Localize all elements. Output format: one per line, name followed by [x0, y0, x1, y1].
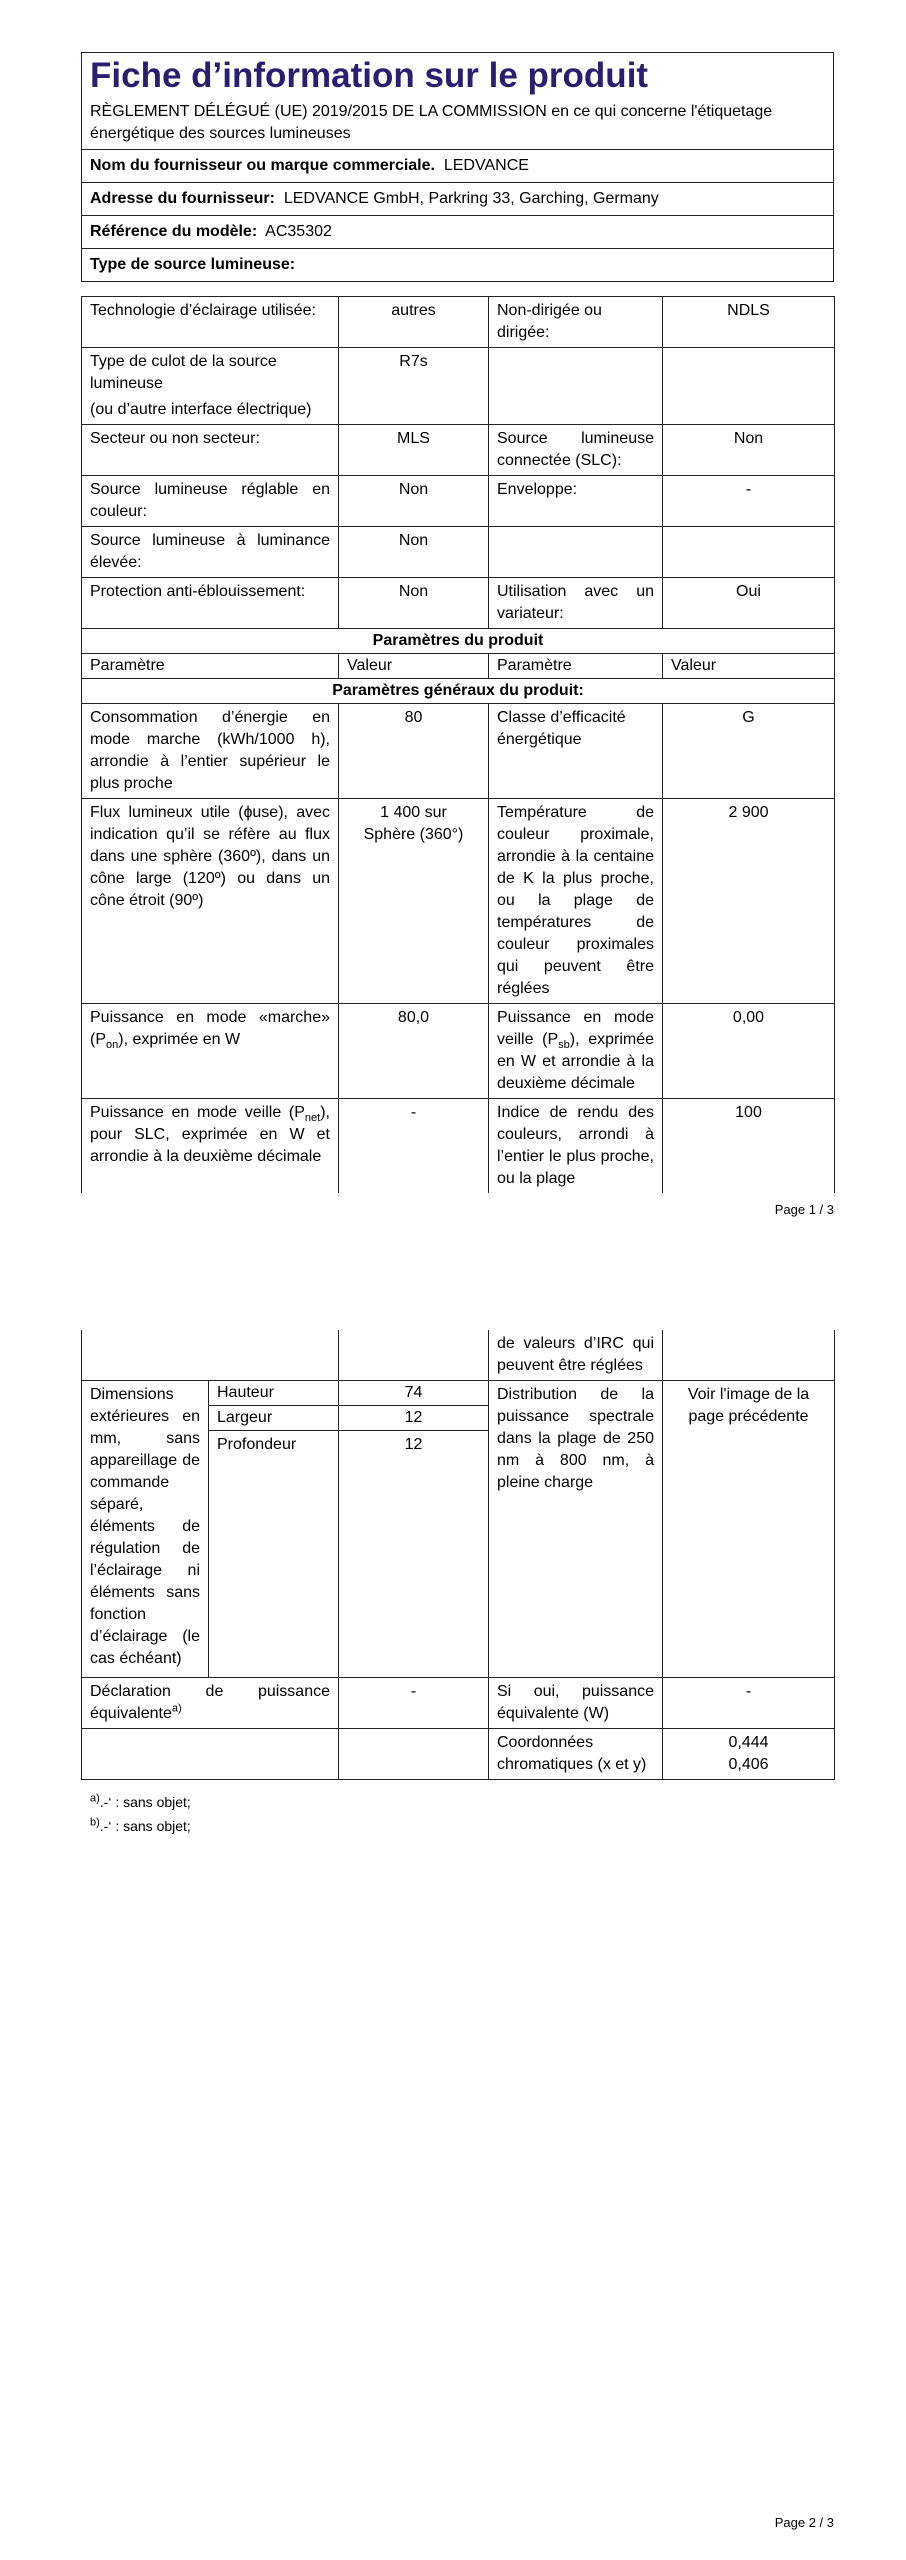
product-table — [81, 296, 835, 1193]
model-label: Référence du modèle: — [90, 223, 258, 240]
supplier-row — [82, 149, 833, 182]
flux-value: 1 400 sur — [380, 804, 447, 821]
class-value: G — [663, 704, 835, 799]
header-box — [81, 52, 834, 282]
footnote-a — [90, 1790, 191, 1814]
pon-label-text: Puissance en mode «marche» (P — [90, 1009, 330, 1048]
width-label: Largeur — [209, 1406, 339, 1431]
cap-label: Type de culot de la source lumineuse — [90, 353, 277, 392]
empty-cell — [663, 527, 835, 578]
chroma-value-cell — [663, 1729, 835, 1780]
cct-label: Température de couleur proximale, arrondie à la centaine de K la plus proche, ou la plage de températures de couleur proximales qui peuvent être réglées — [489, 799, 663, 1004]
spd-value: Voir l'image de la page précédente — [663, 1381, 835, 1678]
model-value: AC35302 — [265, 223, 332, 240]
footnote-b — [90, 1814, 191, 1838]
class-label: Classe d’efficacité énergétique — [489, 704, 663, 799]
empty-cell — [82, 1729, 339, 1780]
footnote-a-mark: a) — [90, 1792, 100, 1805]
empty-cell — [663, 1330, 835, 1381]
general-params-header: Paramètres généraux du produit: — [82, 679, 835, 704]
table-row — [82, 1678, 835, 1729]
high-luminance-label: Source lumineuse à luminance élevée: — [82, 527, 339, 578]
psb-sub: sb — [558, 1039, 570, 1052]
dimmer-label: Utilisation avec un variateur: — [489, 578, 663, 629]
pnet-value: - — [339, 1099, 489, 1194]
empty-cell — [82, 1330, 339, 1381]
table-row — [82, 1381, 835, 1406]
table-row — [82, 1004, 835, 1099]
psb-value: 0,00 — [663, 1004, 835, 1099]
cri-label-continued: de valeurs d’IRC qui peuvent être réglées — [489, 1330, 663, 1381]
energy-label: Consommation d’énergie en mode marche (kWh/1000 h), arrondie à l’entier supérieur le plus proche — [82, 704, 339, 799]
colour-tunable-value: Non — [339, 476, 489, 527]
table-row — [82, 704, 835, 799]
address-label: Adresse du fournisseur: — [90, 190, 275, 207]
col-value-header: Valeur — [339, 654, 489, 679]
supplier-value: LEDVANCE — [443, 157, 529, 174]
product-params-header: Paramètres du produit — [82, 629, 835, 654]
envelope-label: Enveloppe: — [489, 476, 663, 527]
address-row — [82, 182, 833, 215]
spd-label: Distribution de la puissance spectrale dans la plage de 250 nm à 800 nm, à pleine charge — [489, 1381, 663, 1678]
chroma-x: 0,444 — [728, 1734, 769, 1751]
directional-value: NDLS — [663, 297, 835, 348]
table-row — [82, 578, 835, 629]
tech-label: Technologie d’éclairage utilisée: — [82, 297, 339, 348]
table-row — [82, 1099, 835, 1194]
cri-value: 100 — [663, 1099, 835, 1194]
col-value-header: Valeur — [663, 654, 835, 679]
pnet-label-text-2: ), pour SLC, exprimée en W et arrondie à la deuxième décimale — [90, 1104, 330, 1165]
table-row — [82, 1729, 835, 1780]
table-row — [82, 527, 835, 578]
height-label: Hauteur — [209, 1381, 339, 1406]
cap-label-2: (ou d’autre interface électrique) — [90, 401, 312, 418]
flux-sphere: Sphère (360°) — [363, 826, 464, 843]
table-row — [82, 348, 835, 425]
glare-label: Protection anti-éblouissement: — [82, 578, 339, 629]
pnet-label-text: Puissance en mode veille (P — [90, 1104, 305, 1121]
flux-label: Flux lumineux utile (ɸuse), avec indication qu’il se réfère au flux dans une sphère (360º), dans un cône large (120º) ou dans un cône étroit (90º) — [82, 799, 339, 1004]
col-param-header: Paramètre — [82, 654, 339, 679]
footnote-b-mark: b) — [90, 1816, 100, 1829]
empty-cell — [489, 348, 663, 425]
mains-value: MLS — [339, 425, 489, 476]
table-row — [82, 799, 835, 1004]
empty-cell — [489, 527, 663, 578]
table-row — [82, 629, 835, 654]
equiv-value: - — [339, 1678, 489, 1729]
footnote-a-text: .-‘ : sans objet; — [99, 1794, 191, 1810]
cct-value: 2 900 — [663, 799, 835, 1004]
cap-cell — [82, 348, 339, 425]
supplier-label: Nom du fournisseur ou marque commerciale. — [90, 157, 435, 174]
address-value: LEDVANCE GmbH, Parkring 33, Garching, Germany — [283, 190, 659, 207]
page-1 — [0, 0, 906, 1240]
table-row — [82, 425, 835, 476]
empty-cell — [663, 348, 835, 425]
pnet-label — [82, 1099, 339, 1194]
table-row — [82, 297, 835, 348]
page-number-2: Page 2 / 3 — [774, 2515, 834, 2530]
pnet-sub: net — [304, 1112, 321, 1125]
directional-label: Non-dirigée ou dirigée: — [489, 297, 663, 348]
table-row — [82, 476, 835, 527]
psb-label-text: Puissance en mode veille (P — [497, 1009, 654, 1048]
table-row — [82, 1330, 835, 1381]
page-title: Fiche d’information sur le produit — [90, 56, 649, 95]
cri-label: Indice de rendu des couleurs, arrondi à l’entier le plus proche, ou la plage — [489, 1099, 663, 1194]
glare-value: Non — [339, 578, 489, 629]
model-row — [82, 215, 833, 248]
table-row — [82, 679, 835, 704]
flux-value-cell — [339, 799, 489, 1004]
light-source-type-row — [82, 248, 833, 281]
page-2 — [0, 1290, 906, 2560]
chroma-y: 0,406 — [728, 1756, 769, 1773]
continued-table-wrap — [81, 1330, 834, 1780]
slc-value: Non — [663, 425, 835, 476]
psb-label-text-2: ), exprimée en W et arrondie à la deuxième décimale — [497, 1031, 654, 1092]
light-source-type-label: Type de source lumineuse: — [90, 256, 296, 273]
pon-label — [82, 1004, 339, 1099]
empty-cell — [339, 1729, 489, 1780]
depth-label: Profondeur — [209, 1431, 339, 1678]
equiv-if-yes-value: - — [663, 1678, 835, 1729]
equiv-sup: a) — [171, 1702, 182, 1715]
width-value: 12 — [339, 1406, 489, 1431]
depth-value: 12 — [339, 1431, 489, 1678]
colour-tunable-label: Source lumineuse réglable en couleur: — [82, 476, 339, 527]
equiv-label — [82, 1678, 339, 1729]
tech-value: autres — [339, 297, 489, 348]
table-row — [82, 654, 835, 679]
pon-sub: on — [106, 1039, 119, 1052]
pon-value: 80,0 — [339, 1004, 489, 1099]
slc-label: Source lumineuse connectée (SLC): — [489, 425, 663, 476]
chroma-label: Coordonnées chromatiques (x et y) — [489, 1729, 663, 1780]
footnote-b-text: .-‘ : sans objet; — [99, 1818, 191, 1834]
dimensions-label: Dimensions extérieures en mm, sans appareillage de commande séparé, éléments de régulation de l’éclairage ni éléments sans fonction d’éclairage (le cas échéant) — [82, 1381, 209, 1678]
page-number-1: Page 1 / 3 — [774, 1202, 834, 1217]
col-param-header: Paramètre — [489, 654, 663, 679]
envelope-value: - — [663, 476, 835, 527]
equiv-label-text: Déclaration de puissance équivalente — [90, 1683, 330, 1722]
pon-label-text-2: ), exprimée en W — [118, 1031, 241, 1048]
continued-table — [81, 1330, 835, 1780]
height-value: 74 — [339, 1381, 489, 1406]
dimmer-value: Oui — [663, 578, 835, 629]
empty-cell — [339, 1330, 489, 1381]
main-table-wrap — [81, 296, 834, 1193]
cap-value: R7s — [339, 348, 489, 425]
mains-label: Secteur ou non secteur: — [82, 425, 339, 476]
high-luminance-value: Non — [339, 527, 489, 578]
equiv-if-yes-label: Si oui, puissance équivalente (W) — [489, 1678, 663, 1729]
regulation-text: RÈGLEMENT DÉLÉGUÉ (UE) 2019/2015 DE LA COMMISSION en ce qui concerne l'étiquetage énergétique des sources lumineuses — [90, 103, 773, 142]
energy-value: 80 — [339, 704, 489, 799]
psb-label — [489, 1004, 663, 1099]
